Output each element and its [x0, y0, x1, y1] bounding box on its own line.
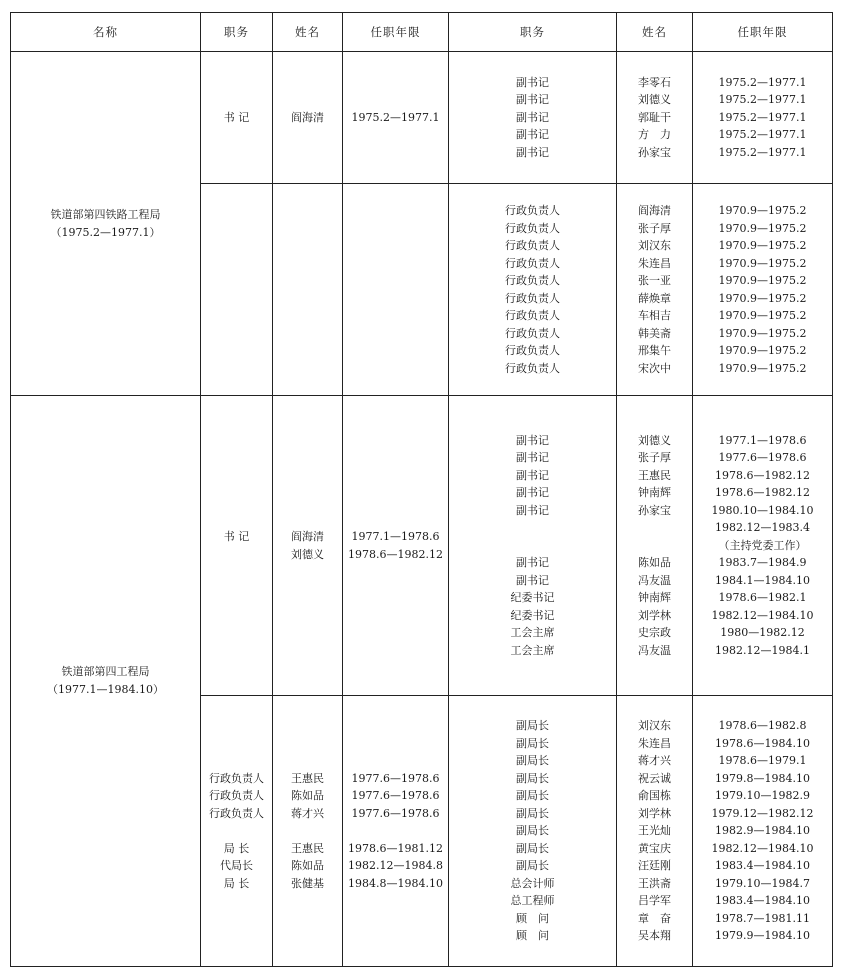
deputy-name-cell-line: 吕学军: [638, 894, 671, 908]
deputy-term-cell-line: 1983.4—1984.10: [715, 894, 810, 908]
deputy-term-cell-line: 1970.9—1975.2: [718, 256, 807, 270]
deputy-name-cell-lines: [617, 74, 692, 162]
deputy-name-cell-line: 刘汉东: [638, 719, 671, 733]
deputy-title-cell-line: 副局长: [516, 824, 549, 838]
deputy-name-cell: [617, 184, 693, 396]
org-name: 铁道部第四工程局: [61, 665, 150, 678]
deputy-title-cell-line: 副局长: [516, 789, 549, 803]
roster-body: [11, 52, 833, 967]
deputy-name-cell-line: 蒋才兴: [638, 754, 671, 768]
org-name: 铁道部第四铁路工程局: [50, 207, 161, 221]
lead-name-cell-line: 阎海清: [291, 110, 324, 124]
deputy-title-cell-line: 行政负责人: [505, 274, 560, 287]
lead-title-cell: [201, 696, 273, 967]
deputy-name-cell-line: 冯友温: [638, 573, 671, 587]
deputy-name-cell-lines: [617, 202, 692, 377]
deputy-name-cell-line: 王洪斋: [638, 876, 671, 890]
lead-title-cell-line: 局 长: [223, 876, 250, 890]
deputy-title-cell: [449, 396, 617, 696]
deputy-title-cell-line: 副局长: [516, 719, 549, 733]
lead-term-cell: [343, 696, 449, 967]
header-deputy-title: 职务: [449, 13, 617, 52]
deputy-name-cell-line: 冯友温: [638, 643, 671, 657]
lead-term-cell-line: 1977.1—1978.6: [351, 530, 440, 543]
deputy-title-cell-line: 行政负责人: [505, 361, 560, 375]
lead-title-cell-line: 行政负责人: [209, 789, 264, 803]
deputy-term-cell-line: 1978.6—1982.12: [715, 468, 810, 482]
deputy-name-cell-line: 李零石: [638, 75, 671, 89]
lead-term-cell-line: 1977.6—1978.6: [351, 806, 440, 820]
deputy-term-cell-line: 1980.10—1984.10: [711, 503, 814, 517]
lead-name-cell-line: 蒋才兴: [291, 806, 324, 820]
deputy-term-cell-lines: [693, 202, 832, 377]
lead-name-cell: [273, 396, 343, 696]
deputy-name-cell-line: 薛焕章: [638, 291, 671, 305]
deputy-title-cell-line: 总工程师: [510, 894, 555, 908]
deputy-term-cell-line: 1980—1982.12: [720, 626, 805, 640]
deputy-name-cell-line: 刘学林: [638, 806, 671, 820]
header-deputy-term: 任职年限: [693, 13, 833, 52]
deputy-title-cell-line: 副局长: [516, 736, 549, 750]
lead-name-cell-line: 陈如品: [291, 789, 324, 803]
deputy-term-cell-line: 1979.9—1984.10: [715, 929, 810, 943]
lead-title-cell-lines: [201, 770, 272, 893]
deputy-name-cell-lines: [617, 432, 692, 660]
deputy-name-cell: [617, 696, 693, 967]
lead-title-cell: [201, 52, 273, 184]
deputy-title-cell: [449, 184, 617, 396]
lead-term-cell: [343, 184, 449, 396]
deputy-term-cell-line: 1982.12—1984.10: [711, 841, 814, 855]
lead-term-cell-line: 1984.8—1984.10: [348, 876, 443, 890]
deputy-name-cell-line: 邢集午: [638, 344, 671, 357]
deputy-name-cell-line: 郭耻干: [638, 110, 671, 124]
deputy-term-cell-line: 1975.2—1977.1: [718, 93, 807, 107]
deputy-term-cell-line: 1979.10—1982.9: [715, 789, 810, 803]
deputy-name-cell-line: 孙家宝: [638, 145, 671, 159]
roster-document: [10, 12, 832, 965]
deputy-title-cell-line: 副书记: [516, 128, 549, 142]
deputy-term-cell-line: 1982.12—1983.4: [715, 521, 810, 535]
deputy-title-cell-line: 行政负责人: [505, 344, 560, 357]
deputy-title-cell-line: 行政负责人: [505, 291, 560, 305]
deputy-term-cell-line: 1982.9—1984.10: [715, 824, 810, 838]
deputy-term-cell-line: 1970.9—1975.2: [718, 239, 807, 252]
deputy-title-cell-line: 副局长: [516, 859, 549, 873]
deputy-title-cell-line: 副书记: [516, 451, 549, 465]
deputy-term-cell-line: 1975.2—1977.1: [718, 75, 807, 89]
deputy-name-cell-line: 刘德义: [638, 93, 671, 107]
deputy-name-cell-line: 王惠民: [638, 468, 671, 482]
header-row: [11, 13, 833, 52]
lead-name-cell-line: 阎海清: [291, 530, 324, 543]
header-lead-name: 姓名: [273, 13, 343, 52]
lead-name-cell: [273, 52, 343, 184]
lead-term-cell-lines: [343, 528, 448, 563]
deputy-title-cell-line: 总会计师: [510, 876, 555, 890]
deputy-term-cell-line: 1983.4—1984.10: [715, 859, 810, 873]
deputy-title-cell-line: 副书记: [516, 433, 549, 447]
deputy-name-cell-line: 张子厚: [638, 221, 671, 235]
deputy-term-cell-line: 1970.9—1975.2: [718, 221, 807, 235]
deputy-title-cell-line: 行政负责人: [505, 326, 560, 340]
org-period: （1977.1—1984.10）: [47, 683, 164, 696]
deputy-title-cell-lines: [449, 717, 616, 945]
deputy-term-cell-line: 1978.6—1982.12: [715, 486, 810, 500]
lead-title-cell-line: 代局长: [220, 859, 253, 873]
deputy-title-cell-line: 行政负责人: [505, 221, 560, 235]
deputy-title-cell-line: 副局长: [516, 841, 549, 855]
deputy-term-cell-line: 1979.10—1984.7: [715, 876, 810, 890]
deputy-term-cell: [693, 184, 833, 396]
table-row: [11, 396, 833, 696]
deputy-term-cell-line: 1983.7—1984.9: [718, 556, 807, 570]
deputy-name-cell-line: 宋次中: [638, 361, 671, 375]
deputy-title-cell: [449, 696, 617, 967]
deputy-title-cell-line: 副书记: [516, 573, 549, 587]
deputy-title-cell-line: 顾 问: [516, 911, 549, 925]
deputy-term-cell-line: 1975.2—1977.1: [718, 145, 807, 159]
org-cell: [11, 396, 201, 967]
lead-term-cell-lines: [343, 109, 448, 127]
org-lines: [11, 206, 200, 242]
deputy-name-cell-line: 刘学林: [638, 608, 671, 622]
deputy-name-cell-line: 刘汉东: [638, 239, 671, 252]
lead-name-cell-lines: [273, 109, 342, 127]
deputy-name-cell-line: 黄宝庆: [638, 841, 671, 855]
deputy-term-cell: [693, 696, 833, 967]
deputy-term-cell-line: 1970.9—1975.2: [718, 291, 807, 305]
lead-name-cell-line: 王惠民: [291, 771, 324, 785]
leadership-table: [10, 12, 833, 967]
deputy-title-cell-line: 副书记: [516, 503, 549, 517]
lead-term-cell-line: 1977.6—1978.6: [351, 771, 440, 785]
deputy-name-cell-line: 钟南辉: [638, 486, 671, 500]
deputy-title-cell-line: 副书记: [516, 110, 549, 124]
deputy-title-cell-line: 副局长: [516, 754, 549, 768]
deputy-term-cell: [693, 52, 833, 184]
lead-name-cell: [273, 184, 343, 396]
deputy-name-cell: [617, 52, 693, 184]
deputy-title-cell-line: 副书记: [516, 468, 549, 482]
deputy-title-cell-line: 副书记: [516, 93, 549, 107]
lead-term-cell: [343, 396, 449, 696]
deputy-term-cell-line: 1970.9—1975.2: [718, 326, 807, 340]
lead-title-cell-line: 局 长: [223, 841, 250, 855]
deputy-term-cell-line: 1984.1—1984.10: [715, 573, 810, 587]
deputy-title-cell-lines: [449, 74, 616, 162]
deputy-name-cell-line: 汪廷刚: [638, 859, 671, 873]
lead-title-cell-line: 书 记: [223, 530, 250, 543]
deputy-name-cell-line: 俞国栋: [638, 789, 671, 803]
lead-term-cell-lines: [343, 770, 448, 893]
lead-title-cell-line: 行政负责人: [209, 771, 264, 785]
deputy-term-cell-line: 1970.9—1975.2: [718, 361, 807, 375]
deputy-title-cell-lines: [449, 202, 616, 377]
deputy-name-cell-lines: [617, 717, 692, 945]
deputy-title-cell-line: 纪委书记: [510, 591, 555, 605]
deputy-title-cell-line: 副书记: [516, 486, 549, 500]
deputy-title-cell: [449, 52, 617, 184]
deputy-title-cell-line: 行政负责人: [505, 256, 560, 270]
deputy-name-cell-line: 张子厚: [638, 451, 671, 465]
deputy-name-cell-line: 祝云诚: [638, 771, 671, 785]
deputy-title-cell-line: 副书记: [516, 75, 549, 89]
deputy-term-cell-line: 1982.12—1984.10: [711, 608, 814, 622]
deputy-term-cell-line: 1970.9—1975.2: [718, 309, 807, 322]
deputy-title-cell-line: 副书记: [516, 145, 549, 159]
lead-term-cell-line: 1977.6—1978.6: [351, 789, 440, 803]
lead-term-cell: [343, 52, 449, 184]
header-lead-term: 任职年限: [343, 13, 449, 52]
deputy-name-cell-line: 吴本翔: [638, 929, 671, 943]
deputy-title-cell-line: 行政负责人: [505, 204, 560, 217]
deputy-term-cell-lines: [693, 717, 832, 945]
lead-title-cell: [201, 184, 273, 396]
deputy-term-cell-line: 1982.12—1984.1: [715, 643, 810, 657]
deputy-term-cell-line: 1978.7—1981.11: [715, 911, 810, 925]
deputy-name-cell-line: 王光灿: [638, 824, 671, 838]
lead-name-cell-lines: [273, 770, 342, 893]
deputy-name-cell-line: 方 力: [638, 128, 671, 142]
lead-term-cell-line: 1978.6—1982.12: [348, 547, 443, 561]
deputy-title-cell-line: 工会主席: [510, 643, 555, 657]
lead-term-cell-line: 1978.6—1981.12: [348, 841, 443, 855]
deputy-term-cell: [693, 396, 833, 696]
lead-term-cell-line: 1982.12—1984.8: [348, 859, 443, 873]
org-period: （1975.2—1977.1）: [50, 225, 161, 239]
deputy-term-cell-line: 1977.6—1978.6: [718, 451, 807, 465]
deputy-term-cell-line: 1975.2—1977.1: [718, 110, 807, 124]
lead-name-cell: [273, 696, 343, 967]
lead-name-cell-lines: [273, 528, 342, 563]
deputy-term-cell-line: （主持党委工作）: [718, 538, 807, 552]
deputy-title-cell-line: 副局长: [516, 806, 549, 820]
deputy-title-cell-line: 副局长: [516, 771, 549, 785]
deputy-term-cell-line: 1975.2—1977.1: [718, 128, 807, 142]
deputy-title-cell-line: 工会主席: [510, 626, 555, 640]
deputy-term-cell-line: 1970.9—1975.2: [718, 344, 807, 357]
deputy-term-cell-lines: [693, 74, 832, 162]
deputy-name-cell: [617, 396, 693, 696]
lead-name-cell-line: 王惠民: [291, 841, 324, 855]
deputy-name-cell-line: 韩美斋: [638, 326, 671, 340]
deputy-term-cell-line: 1977.1—1978.6: [718, 433, 807, 447]
deputy-term-cell-line: 1979.8—1984.10: [715, 771, 810, 785]
lead-title-cell-line: 行政负责人: [209, 806, 264, 820]
lead-name-cell-line: 张健基: [291, 876, 324, 890]
deputy-title-cell-line: 顾 问: [516, 929, 549, 943]
deputy-title-cell-line: 行政负责人: [505, 309, 560, 322]
deputy-term-cell-line: 1978.6—1984.10: [715, 736, 810, 750]
deputy-name-cell-line: 钟南辉: [638, 591, 671, 605]
lead-term-cell-line: 1975.2—1977.1: [351, 110, 440, 124]
table-row: [11, 52, 833, 184]
deputy-name-cell-line: 刘德义: [638, 433, 671, 447]
deputy-term-cell-line: 1978.6—1982.8: [718, 719, 807, 733]
lead-title-cell: [201, 396, 273, 696]
deputy-term-cell-line: 1978.6—1979.1: [718, 754, 807, 768]
header-lead-title: 职务: [201, 13, 273, 52]
deputy-name-cell-line: 朱连昌: [638, 736, 671, 750]
lead-name-cell-line: 刘德义: [291, 547, 324, 561]
lead-title-cell-lines: [201, 109, 272, 127]
lead-title-cell-line: 书 记: [223, 110, 250, 124]
org-cell: [11, 52, 201, 396]
deputy-name-cell-line: 朱连昌: [638, 256, 671, 270]
deputy-name-cell-line: 史宗政: [638, 626, 671, 640]
deputy-title-cell-line: 纪委书记: [510, 608, 555, 622]
deputy-name-cell-line: 阎海清: [638, 204, 671, 217]
header-org-name: 名称: [11, 13, 201, 52]
lead-title-cell-lines: [201, 528, 272, 563]
deputy-title-cell-lines: [449, 432, 616, 660]
deputy-term-cell-line: 1978.6—1982.1: [718, 591, 807, 605]
lead-name-cell-line: 陈如品: [291, 859, 324, 873]
deputy-name-cell-line: 陈如品: [638, 556, 671, 570]
deputy-term-cell-line: 1970.9—1975.2: [718, 204, 807, 217]
deputy-term-cell-line: 1970.9—1975.2: [718, 274, 807, 287]
deputy-term-cell-line: 1979.12—1982.12: [711, 806, 814, 820]
header-deputy-name: 姓名: [617, 13, 693, 52]
deputy-title-cell-line: 副书记: [516, 556, 549, 570]
deputy-name-cell-line: 孙家宝: [638, 503, 671, 517]
deputy-term-cell-lines: [693, 432, 832, 660]
deputy-name-cell-line: 车相吉: [638, 309, 671, 322]
org-lines: [11, 663, 200, 699]
deputy-name-cell-line: 张一亚: [638, 274, 671, 287]
deputy-name-cell-line: 章 奋: [638, 911, 671, 925]
deputy-title-cell-line: 行政负责人: [505, 239, 560, 252]
